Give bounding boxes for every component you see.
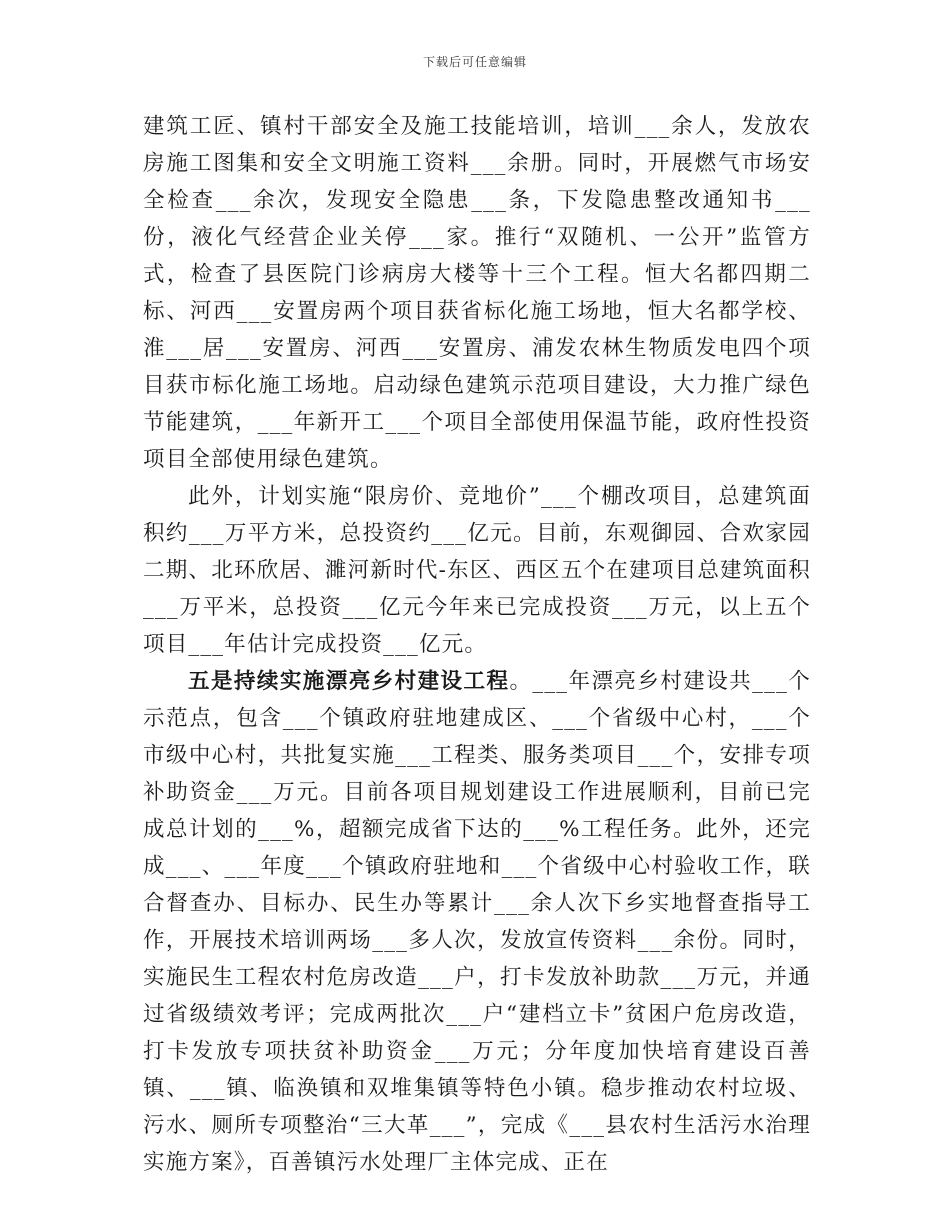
paragraph-2-text: 此外，计划实施“限房价、竞地价”___个棚改项目，总建筑面积约___万平方米，总投资约___亿元。目前，东观御园、合欢家园二期、北环欣居、濉河新时代-东区、西区五个在建项目总建筑面积___万平米，总投资___亿元今年来已完成投资___万元，以上五个项目___年估计完成投资___亿元。: [143, 484, 811, 657]
paragraph-3: [143, 663, 811, 1181]
paragraph-1: [143, 108, 811, 478]
paragraph-2: [143, 478, 811, 663]
page-header: 下载后可任意编辑: [422, 55, 527, 69]
paragraph-1-text: 建筑工匠、镇村干部安全及施工技能培训，培训___余人，发放农房施工图集和安全文明施工资料___余册。同时，开展燃气市场安全检查___余次，发现安全隐患___条，下发隐患整改通知书___份，液化气经营企业关停___家。推行“双随机、一公开”监管方式，检查了县医院门诊病房大楼等十三个工程。恒大名都四期二标、河西___安置房两个项目获省标化施工场地，恒大名都学校、淮___居___安置房、河西___安置房、浦发农林生物质发电四个项目获市标化施工场地。启动绿色建筑示范项目建设，大力推广绿色节能建筑，___年新开工___个项目全部使用保温节能，政府性投资项目全部使用绿色建筑。: [143, 114, 811, 472]
section-heading: 五是持续实施漂亮乡村建设工程: [188, 669, 510, 694]
paragraph-3-text: 。___年漂亮乡村建设共___个示范点，包含___个镇政府驻地建成区、___个省级中心村，___个市级中心村，共批复实施___工程类、服务类项目___个，安排专项补助资金___万元。目前各项目规划建设工作进展顺利，目前已完成总计划的___%，超额完成省下达的___%工程任务。此外，还完成___、___年度___个镇政府驻地和___个省级中心村验收工作，联合督查办、目标办、民生办等累计___余人次下乡实地督查指导工作，开展技术培训两场___多人次，发放宣传资料___余份。同时，实施民生工程农村危房改造___户，打卡发放补助款___万元，并通过省级绩效考评；完成两批次___户“建档立卡”贫困户危房改造，打卡发放专项扶贫补助资金___万元；分年度加快培育建设百善镇、___镇、临涣镇和双堆集镇等特色小镇。稳步推动农村垃圾、污水、厕所专项整治“三大革___”，完成《___县农村生活污水治理实施方案》，百善镇污水处理厂主体完成、正在: [143, 669, 811, 1175]
document-body: [143, 108, 811, 1181]
